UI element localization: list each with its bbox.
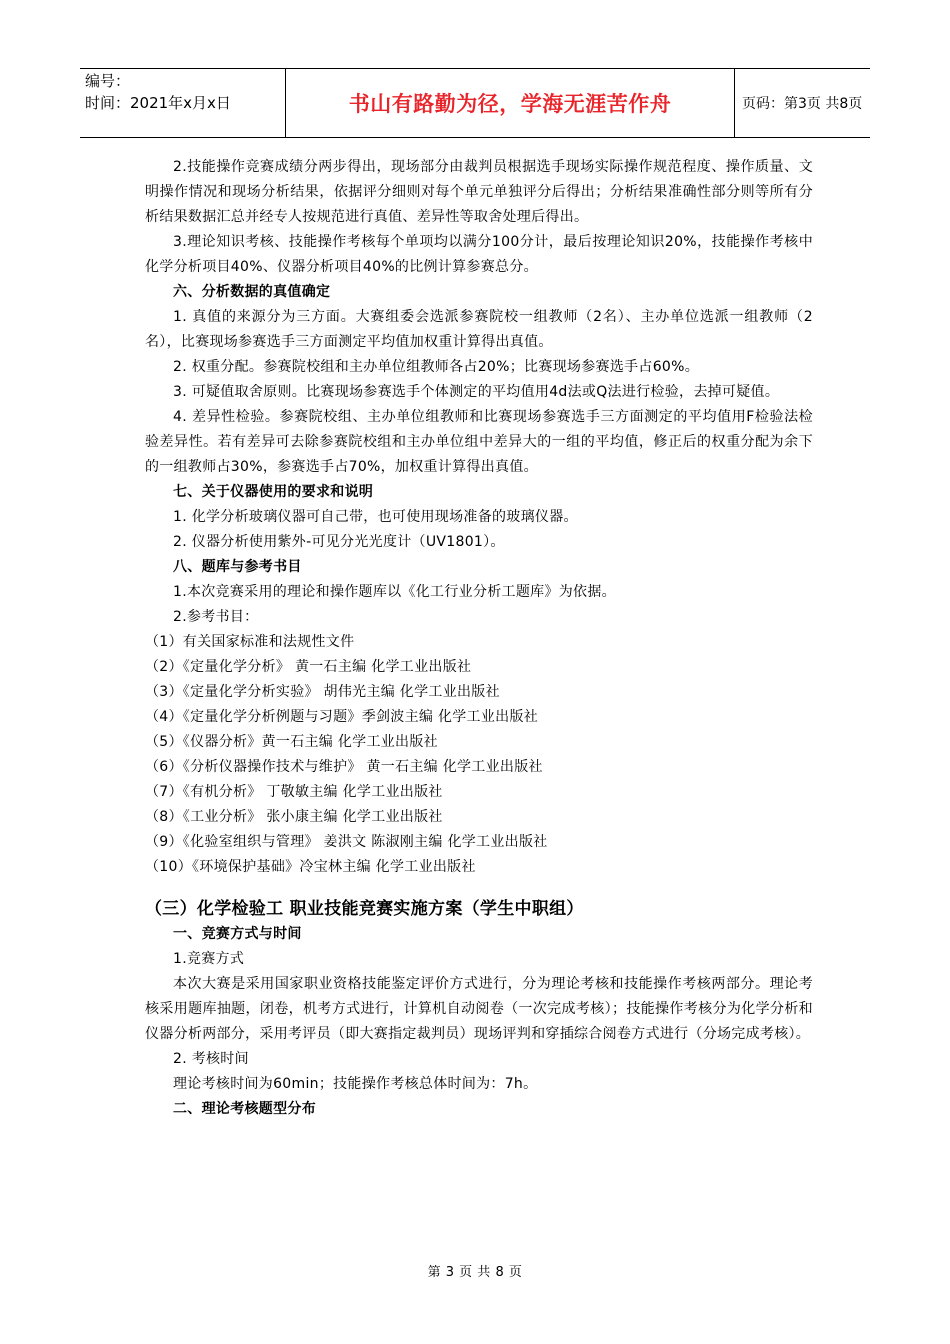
reference-item: （9）《化验室组织与管理》 姜洪文 陈淑刚主编 化学工业出版社 <box>145 834 548 850</box>
reference-item: （3）《定量化学分析实验》 胡伟光主编 化学工业出版社 <box>145 684 500 700</box>
paragraph: 4. 差异性检验。参赛院校组、主办单位组教师和比赛现场参赛选手三方面测定的平均值用F检验法检验差异性。若有差异可去除参赛院校组和主办单位组中差异大的一组的平均值，修正后的权重分配为余下的一组教师占30%，参赛选手占70%，加权重计算得出真值。 <box>145 409 813 475</box>
paragraph: 3.理论知识考核、技能操作考核每个单项均以满分100分计，最后按理论知识20%，技能操作考核中化学分析项目40%、仪器分析项目40%的比例计算参赛总分。 <box>145 234 813 275</box>
section-heading: 八、题库与参考书目 <box>173 559 302 575</box>
reference-item: （6）《分析仪器操作技术与维护》 黄一石主编 化学工业出版社 <box>145 759 543 775</box>
reference-item: （5）《仪器分析》黄一石主编 化学工业出版社 <box>145 734 438 750</box>
chapter-title: （三）化学检验工 职业技能竞赛实施方案（学生中职组） <box>145 899 584 919</box>
paragraph: 2. 仪器分析使用紫外-可见分光光度计（UV1801）。 <box>173 534 505 550</box>
paragraph: 2.参考书目： <box>173 609 259 625</box>
reference-item: （7）《有机分析》 丁敬敏主编 化学工业出版社 <box>145 784 443 800</box>
section-heading: 二、理论考核题型分布 <box>173 1101 316 1117</box>
paragraph: 理论考核时间为60min；技能操作考核总体时间为：7h。 <box>173 1076 538 1092</box>
serial-label: 编号： <box>85 72 131 90</box>
reference-item: （1）有关国家标准和法规性文件 <box>145 634 355 650</box>
section-heading: 七、关于仪器使用的要求和说明 <box>173 484 374 500</box>
paragraph: 2. 权重分配。参赛院校组和主办单位组教师各占20%；比赛现场参赛选手占60%。 <box>173 359 700 375</box>
date-label: 时间：2021年x月x日 <box>85 94 231 112</box>
header-motto: 书山有路勤为径，学海无涯苦作舟 <box>285 69 735 137</box>
header-page-label: 页码：第3页 共8页 <box>742 96 863 112</box>
paragraph: 1. 真值的来源分为三方面。大赛组委会选派参赛院校一组教师（2名）、主办单位选派一组教师（2名），比赛现场参赛选手三方面测定平均值加权重计算得出真值。 <box>145 309 813 350</box>
paragraph: 3. 可疑值取舍原则。比赛现场参赛选手个体测定的平均值用4d法或Q法进行检验，去掉可疑值。 <box>173 384 780 400</box>
paragraph: 本次大赛是采用国家职业资格技能鉴定评价方式进行，分为理论考核和技能操作考核两部分。理论考核采用题库抽题，闭卷，机考方式进行，计算机自动阅卷（一次完成考核）；技能操作考核分为化学分析和仪器分析两部分，采用考评员（即大赛指定裁判员）现场评判和穿插综合阅卷方式进行（分场完成考核）。 <box>145 976 813 1042</box>
section-heading: 六、分析数据的真值确定 <box>173 284 331 300</box>
page-footer: 第 3 页 共 8 页 <box>427 1265 523 1280</box>
reference-item: （10）《环境保护基础》冷宝林主编 化学工业出版社 <box>145 859 476 875</box>
section-heading: 一、竞赛方式与时间 <box>173 926 302 942</box>
paragraph: 2.技能操作竞赛成绩分两步得出，现场部分由裁判员根据选手现场实际操作规范程度、操作质量、文明操作情况和现场分析结果，依据评分细则对每个单元单独评分后得出；分析结果准确性部分则等所有分析结果数据汇总并经专人按规范进行真值、差异性等取舍处理后得出。 <box>145 159 813 225</box>
header-meta <box>80 69 290 138</box>
reference-item: （8）《工业分析》 张小康主编 化学工业出版社 <box>145 809 443 825</box>
reference-item: （2）《定量化学分析》 黄一石主编 化学工业出版社 <box>145 659 472 675</box>
subheading: 2. 考核时间 <box>173 1051 249 1067</box>
page-header <box>80 68 870 138</box>
reference-item: （4）《定量化学分析例题与习题》季剑波主编 化学工业出版社 <box>145 709 539 725</box>
subheading: 1.竞赛方式 <box>173 951 245 967</box>
document-body <box>145 155 813 1122</box>
paragraph: 1.本次竞赛采用的理论和操作题库以《化工行业分析工题库》为依据。 <box>173 584 616 600</box>
paragraph: 1. 化学分析玻璃仪器可自己带，也可使用现场准备的玻璃仪器。 <box>173 509 578 525</box>
